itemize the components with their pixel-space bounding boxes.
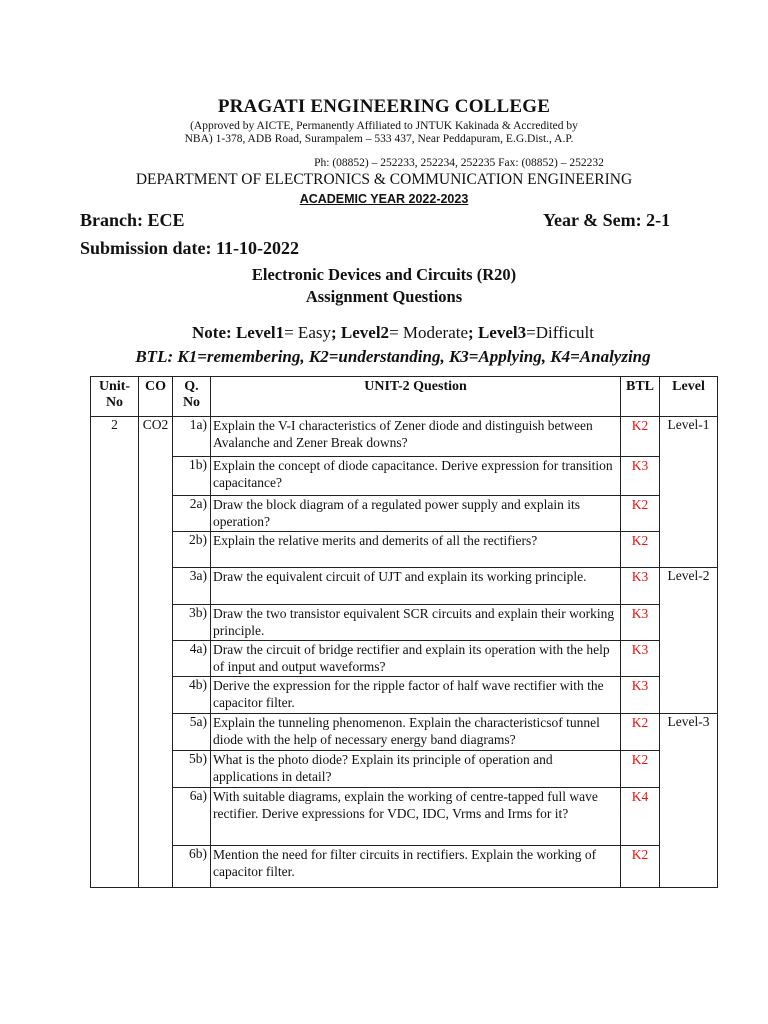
department-name: DEPARTMENT OF ELECTRONICS & COMMUNICATION ENGINEERING: [135, 171, 633, 188]
address-line-3: Ph: (08852) – 252233, 252234, 252235 Fax: (08852) – 252232: [314, 157, 604, 169]
assignment-table: [90, 376, 718, 888]
table-row: [91, 417, 718, 457]
question-cell: Mention the need for filter circuits in rectifiers. Explain the working of capacitor filter.: [211, 846, 621, 888]
college-name: PRAGATI ENGINEERING COLLEGE: [217, 96, 551, 117]
q-no-cell: 2a): [173, 496, 211, 532]
note-level3: Level3: [477, 323, 527, 342]
btl-cell: K3: [621, 641, 660, 677]
level-note: [0, 323, 768, 343]
table-row: [91, 532, 718, 568]
question-cell: Explain the concept of diode capacitance. Derive expression for transition capacitance?: [211, 457, 621, 496]
question-cell: Draw the block diagram of a regulated power supply and explain its operation?: [211, 496, 621, 532]
btl-cell: K2: [621, 714, 660, 751]
header-level: Level: [660, 377, 718, 417]
table-row: [91, 496, 718, 532]
q-no-cell: 3a): [173, 568, 211, 605]
btl-cell: K4: [621, 788, 660, 846]
level-cell-2: Level-2: [660, 568, 718, 714]
co-cell: CO2: [139, 417, 173, 888]
question-cell: With suitable diagrams, explain the working of centre-tapped full wave rectifier. Derive expressions for VDC, IDC, Vrms and Irms for it?: [211, 788, 621, 846]
table-row: [91, 605, 718, 641]
note-level1: Level1: [235, 323, 285, 342]
note-sep2: ;: [468, 323, 478, 342]
question-cell: What is the photo diode? Explain its principle of operation and applications in detail?: [211, 751, 621, 788]
assignment-title: Assignment Questions: [305, 287, 463, 306]
question-cell: Derive the expression for the ripple factor of half wave rectifier with the capacitor filter.: [211, 677, 621, 714]
academic-year: ACADEMIC YEAR 2022-2023: [299, 192, 469, 206]
header-unit-no: Unit-No: [91, 377, 139, 417]
branch-label: Branch: ECE: [80, 210, 185, 230]
q-no-cell: 1b): [173, 457, 211, 496]
table-header-row: [91, 377, 718, 417]
q-no-cell: 5a): [173, 714, 211, 751]
btl-cell: K3: [621, 605, 660, 641]
btl-cell: K2: [621, 846, 660, 888]
table-row: [91, 788, 718, 846]
header-q-no: Q. No: [173, 377, 211, 417]
btl-cell: K2: [621, 496, 660, 532]
submission-date: Submission date: 11-10-2022: [80, 238, 300, 258]
note-sep1: ;: [330, 323, 341, 342]
btl-cell: K3: [621, 568, 660, 605]
question-cell: Explain the relative merits and demerits of all the rectifiers?: [211, 532, 621, 568]
subject-title: Electronic Devices and Circuits (R20): [251, 265, 517, 284]
table-row: [91, 846, 718, 888]
note-prefix: Note:: [192, 323, 236, 342]
btl-cell: K2: [621, 417, 660, 457]
btl-legend: BTL: K1=remembering, K2=understanding, K3=Applying, K4=Analyzing: [135, 347, 651, 366]
table-row: [91, 457, 718, 496]
header-question: UNIT-2 Question: [211, 377, 621, 417]
level-cell-1: Level-1: [660, 417, 718, 568]
question-cell: Explain the V-I characteristics of Zener diode and distinguish between Avalanche and Zener Break downs?: [211, 417, 621, 457]
address-line-2: NBA) 1-378, ADB Road, Surampalem – 533 437, Near Peddapuram, E.G.Dist., A.P.: [184, 133, 574, 145]
year-sem-label: Year & Sem: 2-1: [543, 210, 671, 230]
question-cell: Draw the equivalent circuit of UJT and explain its working principle.: [211, 568, 621, 605]
q-no-cell: 4b): [173, 677, 211, 714]
table-row: [91, 714, 718, 751]
level-cell-3: Level-3: [660, 714, 718, 888]
note-level1-desc: = Easy: [284, 323, 331, 342]
header-btl: BTL: [621, 377, 660, 417]
address-line-1: (Approved by AICTE, Permanently Affiliated to JNTUK Kakinada & Accredited by: [190, 120, 578, 132]
note-level3-desc: =Difficult: [526, 323, 594, 342]
table-row: [91, 641, 718, 677]
table-row: [91, 568, 718, 605]
q-no-cell: 5b): [173, 751, 211, 788]
q-no-cell: 3b): [173, 605, 211, 641]
question-cell: Draw the two transistor equivalent SCR circuits and explain their working principle.: [211, 605, 621, 641]
question-cell: Draw the circuit of bridge rectifier and explain its operation with the help of input and output waveforms?: [211, 641, 621, 677]
q-no-cell: 4a): [173, 641, 211, 677]
question-cell: Explain the tunneling phenomenon. Explain the characteristicsof tunnel diode with the help of necessary energy band diagrams?: [211, 714, 621, 751]
note-level2: Level2: [340, 323, 390, 342]
btl-cell: K3: [621, 457, 660, 496]
unit-cell: 2: [91, 417, 139, 888]
table-row: [91, 677, 718, 714]
header-co: CO: [139, 377, 173, 417]
btl-cell: K3: [621, 677, 660, 714]
btl-cell: K2: [621, 532, 660, 568]
q-no-cell: 6b): [173, 846, 211, 888]
btl-cell: K2: [621, 751, 660, 788]
q-no-cell: 6a): [173, 788, 211, 846]
note-level2-desc: = Moderate: [389, 323, 469, 342]
q-no-cell: 1a): [173, 417, 211, 457]
table-row: [91, 751, 718, 788]
q-no-cell: 2b): [173, 532, 211, 568]
